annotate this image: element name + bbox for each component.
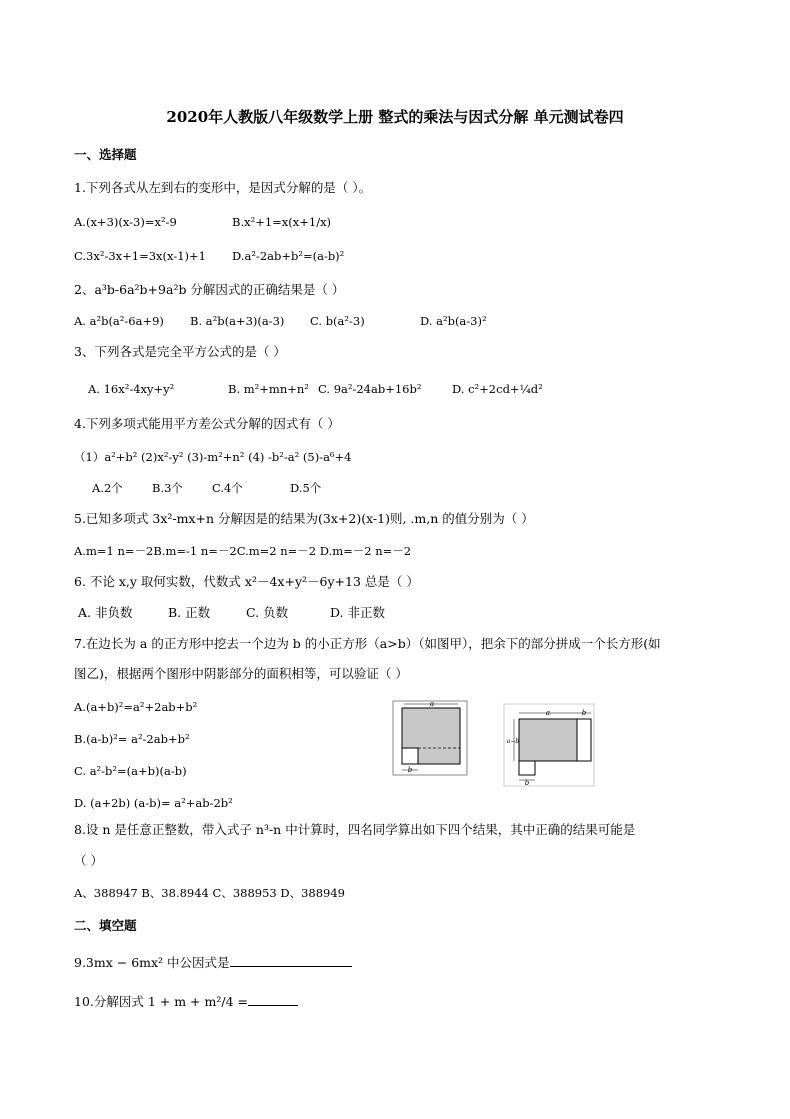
question-6-option-c: C. 负数 xyxy=(246,605,289,620)
question-2-option-a: A. a²b(a²-6a+9) xyxy=(74,314,164,328)
question-4-stem: 4.下列多项式能用平方差公式分解的因式有（ ） xyxy=(74,416,340,431)
figure-2-label-b-bottom: b xyxy=(524,779,530,787)
question-7-option-a: A.(a+b)²=a²+2ab+b² xyxy=(74,700,198,714)
figure-rectangle xyxy=(503,703,595,787)
question-10 xyxy=(74,994,298,1010)
question-8-stem-line2: （ ） xyxy=(74,853,103,868)
question-6-option-a: A. 非负数 xyxy=(78,605,133,620)
question-5-stem: 5.已知多项式 3x²-mx+n 分解因是的结果为(3x+2)(x-1)则, .m,n 的值分别为（ ） xyxy=(74,511,534,526)
question-6-stem: 6. 不论 x,y 取何实数，代数式 x²－4x+y²－6y+13 总是（ ） xyxy=(74,574,419,589)
question-2-option-c: C. b(a²-3) xyxy=(310,314,365,328)
figure-1-label-b: b xyxy=(407,766,413,774)
question-4-option-a: A.2个 xyxy=(92,481,123,495)
question-3-stem: 3、下列各式是完全平方公式的是（ ） xyxy=(74,344,286,359)
question-1-option-c: C.3x²-3x+1=3x(x-1)+1 xyxy=(74,249,206,263)
question-5-options: A.m=1 n=－2B.m=-1 n=－2C.m=2 n=－2 D.m=－2 n=－2 xyxy=(74,544,412,558)
question-9 xyxy=(74,955,352,971)
question-3-option-a: A. 16x²-4xy+y² xyxy=(88,382,175,396)
question-8-stem-line1: 8.设 n 是任意正整数，带入式子 n³-n 中计算时，四名同学算出如下四个结果，其中正确的结果可能是 xyxy=(74,822,636,837)
question-3-option-d: D. c²+2cd+¼d² xyxy=(452,382,543,396)
section-heading-choice: 一、选择题 xyxy=(74,147,137,162)
figure-2-label-a-minus-b: a−b xyxy=(506,738,520,745)
question-6-option-b: B. 正数 xyxy=(168,605,211,620)
figure-square-cutout xyxy=(392,700,468,776)
question-1-stem: 1.下列各式从左到右的变形中，是因式分解的是（ ）。 xyxy=(74,180,372,195)
question-8-options: A、388947 B、38.8944 C、388953 D、388949 xyxy=(74,886,345,900)
figure-2-label-a: a xyxy=(545,709,551,717)
question-3-option-b: B. m²+mn+n² xyxy=(228,382,309,396)
question-10-stem: 10.分解因式 1 + m + m²/4 = xyxy=(74,994,248,1009)
section-heading-fill: 二、填空题 xyxy=(74,918,137,933)
page-title: 2020年人教版八年级数学上册 整式的乘法与因式分解 单元测试卷四 xyxy=(166,108,624,126)
question-4-option-b: B.3个 xyxy=(152,481,183,495)
figure-2-label-b-top: b xyxy=(581,709,587,717)
question-7-option-b: B.(a-b)²= a²-2ab+b² xyxy=(74,732,190,746)
question-2-option-b: B. a²b(a+3)(a-3) xyxy=(190,314,285,328)
question-2-option-d: D. a²b(a-3)² xyxy=(420,314,487,328)
question-2-stem: 2、a³b-6a²b+9a²b 分解因式的正确结果是（ ） xyxy=(74,282,345,297)
question-7-stem-line2: 图乙)，根据两个图形中阴影部分的面积相等，可以验证（ ） xyxy=(74,666,408,681)
question-1-option-d: D.a²-2ab+b²=(a-b)² xyxy=(232,249,345,263)
question-4-option-c: C.4个 xyxy=(212,481,243,495)
question-4-items: （1）a²+b² (2)x²-y² (3)-m²+n² (4) -b²-a² (5)-a⁶+4 xyxy=(74,450,352,464)
question-4-option-d: D.5个 xyxy=(290,481,322,495)
question-7-stem-line1: 7.在边长为 a 的正方形中挖去一个边为 b 的小正方形（a>b）（如图甲），把余下的部分拼成一个长方形(如 xyxy=(74,636,661,651)
figure-1-label-a: a xyxy=(429,700,435,708)
question-6-option-d: D. 非正数 xyxy=(330,605,386,620)
answer-blank-10[interactable] xyxy=(248,1005,298,1006)
question-9-stem: 9.3mx − 6mx² 中公因式是 xyxy=(74,955,230,970)
question-1-option-b: B.x²+1=x(x+1/x) xyxy=(232,215,332,229)
question-7-option-d: D. (a+2b) (a-b)= a²+ab-2b² xyxy=(74,796,233,810)
question-1-option-a: A.(x+3)(x-3)=x²-9 xyxy=(74,215,177,229)
question-3-option-c: C. 9a²-24ab+16b² xyxy=(318,382,422,396)
question-7-option-c: C. a²-b²=(a+b)(a-b) xyxy=(74,764,187,778)
answer-blank-9[interactable] xyxy=(230,966,352,967)
